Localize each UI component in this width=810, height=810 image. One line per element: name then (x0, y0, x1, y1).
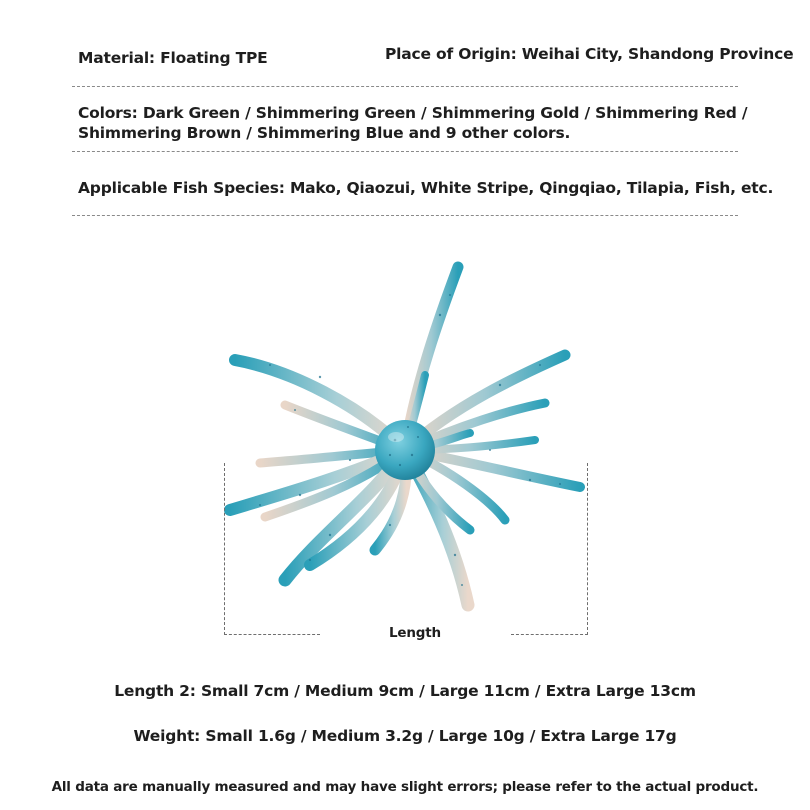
divider-1 (72, 86, 738, 87)
divider-2 (72, 151, 738, 152)
length-line-left (224, 634, 320, 635)
disclaimer-text: All data are manually measured and may have slight errors; please refer to the actual product. (51, 779, 759, 795)
length-line-right (511, 634, 588, 635)
colors-text: Colors: Dark Green / Shimmering Green / Shimmering Gold / Shimmering Red / Shimmering Brown / Shimmering Blue and 9 other colors. (78, 104, 748, 142)
lure-image (200, 255, 620, 635)
length-label: Length (389, 625, 441, 641)
length-bracket-left (224, 463, 225, 635)
length-bracket-right (587, 463, 588, 635)
length-2-text: Length 2: Small 7cm / Medium 9cm / Large 11cm / Extra Large 13cm (114, 682, 696, 700)
divider-3 (72, 215, 738, 216)
material-text: Material: Floating TPE (78, 49, 268, 67)
species-text: Applicable Fish Species: Mako, Qiaozui, White Stripe, Qingqiao, Tilapia, Fish, etc. (78, 179, 774, 197)
weight-text: Weight: Small 1.6g / Medium 3.2g / Large 10g / Extra Large 17g (133, 727, 677, 745)
origin-text: Place of Origin: Weihai City, Shandong Province (385, 45, 794, 63)
